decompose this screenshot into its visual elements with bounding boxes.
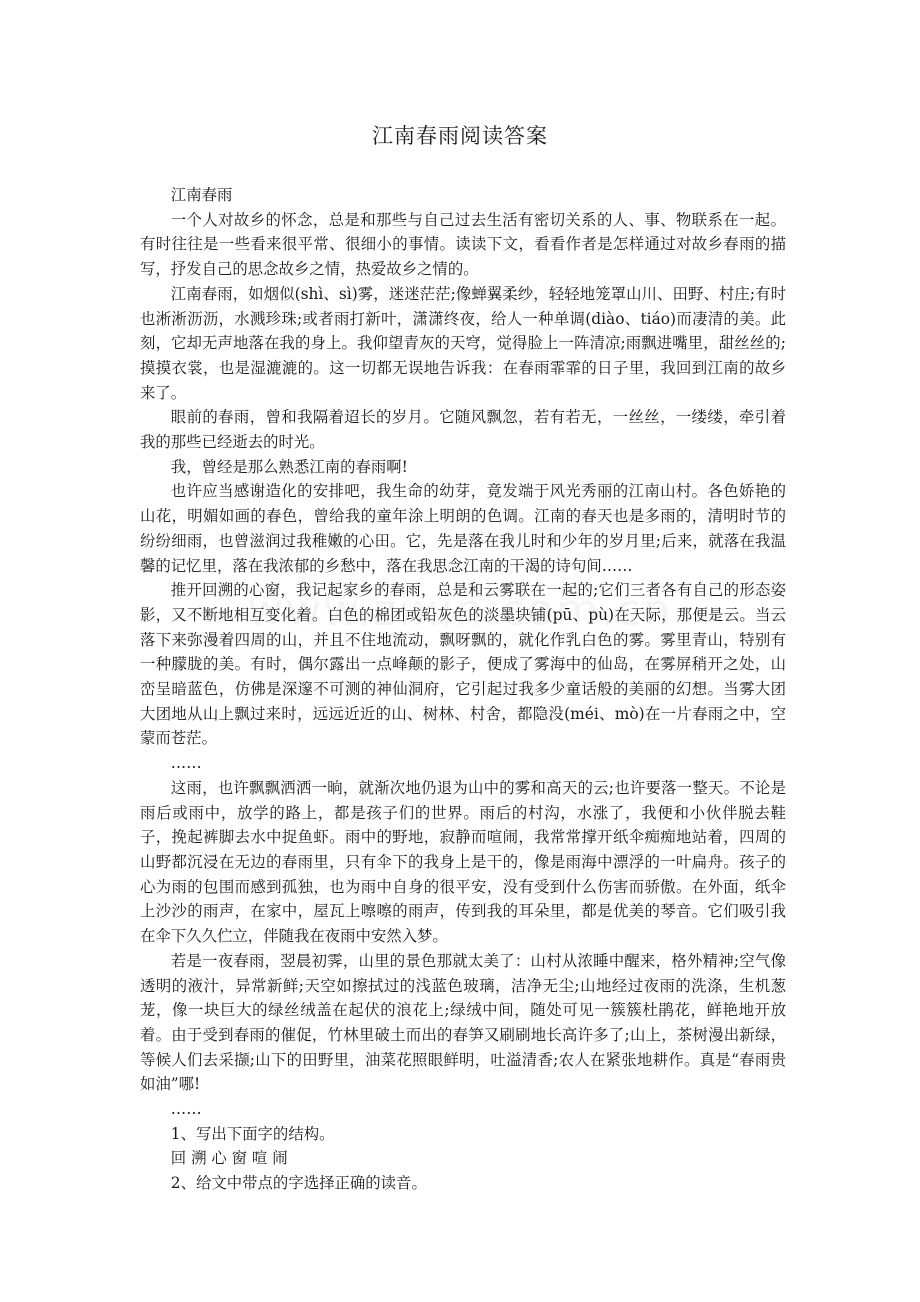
paragraph: 也许应当感谢造化的安排吧，我生命的幼芽，竟发端于风光秀丽的江南山村。各色娇艳的山花，明媚如画的春色，曾给我的童年涂上明朗的色调。江南的春天也是多雨的，清明时节的纷纷细雨，也曾滋润过我稚嫩的心田。它，先是落在我儿时和少年的岁月里;后来，就落在我温馨的记忆里，落在我浓郁的乡愁中，落在我思念江南的干渴的诗句间…… <box>140 482 786 575</box>
paragraph: 推开回溯的心窗，我记起家乡的春雨，总是和云雾联在一起的;它们三者各有自己的形态姿影，又不断地相互变化着。白色的棉团或铅灰色的淡墨块铺(pū、pù)在天际，那便是云。当云落下来弥漫着四周的山，并且不住地流动，飘呀飘的，就化作乳白色的雾。雾里青山，特别有一种朦胧的美。有时，偶尔露出一点峰颠的影子，便成了雾海中的仙岛，在雾屏稍开之处，山峦呈暗蓝色，仿佛是深邃不可测的神仙洞府，它引起过我多少童话般的美丽的幻想。当雾大团大团地从山上飘过来时，远远近近的山、树林、村舍，都隐没(méi、mò)在一片春雨之中，空蒙而苍茫。 <box>140 581 786 748</box>
question-1-characters: 回 溯 心 窗 喧 闹 <box>170 1149 288 1168</box>
paragraph: 眼前的春雨，曾和我隔着迢长的岁月。它随风飘忽，若有若无，一丝丝，一缕缕，牵引着我的那些已经逝去的时光。 <box>140 408 786 452</box>
question-1: 1、写出下面字的结构。 <box>170 1124 335 1143</box>
ellipsis: …… <box>170 754 202 773</box>
ellipsis: …… <box>170 1100 202 1119</box>
page-title: 江南春雨阅读答案 <box>372 124 548 148</box>
paragraph: 若是一夜春雨，翌晨初霁，山里的景色那就太美了：山村从浓睡中醒来，格外精神;空气像透明的液汁，异常新鲜;天空如擦拭过的浅蓝色玻璃，洁净无尘;山地经过夜雨的洗涤，生机葱茏，像一块巨大的绿丝绒盖在起伏的浪花上;绿绒中间，随处可见一簇簇杜鹃花，鲜艳地开放着。由于受到春雨的催促，竹林里破土而出的春笋又刷刷地长高许多了;山上，茶树漫出新绿，等候人们去采撷;山下的田野里，油菜花照眼鲜明，吐溢清香;农人在紧张地耕作。真是“春雨贵如油”哪! <box>140 951 786 1094</box>
paragraph-subtitle: 江南春雨 <box>170 186 233 204</box>
paragraph: 我，曾经是那么熟悉江南的春雨啊! <box>170 457 408 476</box>
question-2: 2、给文中带点的字选择正确的读音。 <box>170 1174 427 1193</box>
paragraph: 一个人对故乡的怀念，总是和那些与自己过去生活有密切关系的人、事、物联系在一起。有时往往是一些看来很平常、很细小的事情。读读下文，看看作者是怎样通过对故乡春雨的描写，抒发自己的思念故乡之情，热爱故乡之情的。 <box>140 210 786 279</box>
article-body <box>140 183 786 1196</box>
paragraph: 这雨，也许飘飘洒洒一晌，就渐次地仍退为山中的雾和高天的云;也许要落一整天。不论是雨后或雨中，放学的路上，都是孩子们的世界。雨后的村沟，水涨了，我便和小伙伴脱去鞋子，挽起裤脚去水中捉鱼虾。雨中的野地，寂静而喧闹，我常常撑开纸伞痴痴地站着，四周的山野都沉浸在无边的春雨里，只有伞下的我身上是干的，像是雨海中漂浮的一叶扁舟。孩子的心为雨的包围而感到孤独，也为雨中自身的很平安，没有受到什么伤害而骄傲。在外面，纸伞上沙沙的雨声，在家中，屋瓦上嚓嚓的雨声，传到我的耳朵里，都是优美的琴音。它们吸引我在伞下久久伫立，伴随我在夜雨中安然入梦。 <box>140 778 786 946</box>
paragraph: 江南春雨，如烟似(shì、sì)雾，迷迷茫茫;像蝉翼柔纱，轻轻地笼罩山川、田野、村庄;有时也淅淅沥沥，水溅珍珠;或者雨打新叶，潇潇终夜，给人一种单调(diào、tiáo)而凄清的美。此刻，它却无声地落在我的身上。我仰望青灰的天穹，觉得脸上一阵清凉;雨飘进嘴里，甜丝丝的;摸摸衣裳，也是湿漉漉的。这一切都无误地告诉我：在春雨霏霏的日子里，我回到江南的故乡来了。 <box>140 284 786 402</box>
